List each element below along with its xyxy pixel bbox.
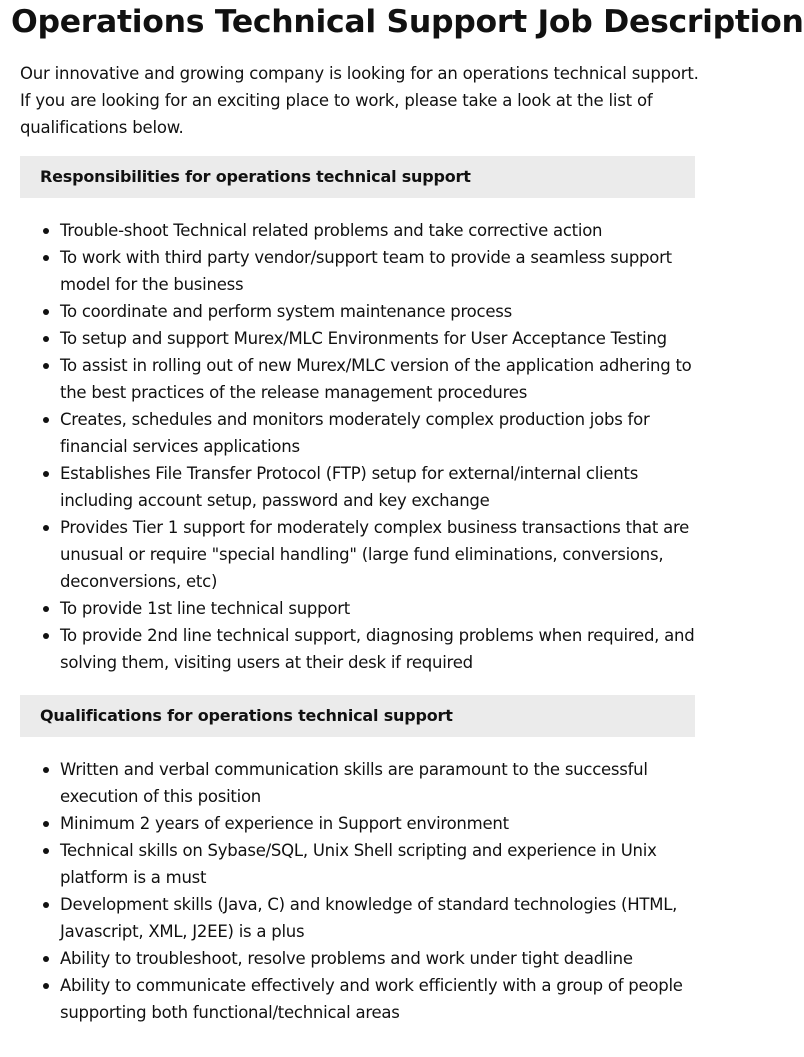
page-title: Operations Technical Support Job Description: [11, 4, 804, 40]
list-item: To work with third party vendor/support team to provide a seamless support model for the business: [60, 244, 695, 298]
list-item: Ability to troubleshoot, resolve problems and work under tight deadline: [60, 945, 695, 972]
responsibilities-list: [20, 217, 695, 676]
list-item: Development skills (Java, C) and knowledge of standard technologies (HTML, Javascript, XML, J2EE) is a plus: [60, 891, 695, 945]
list-item: To setup and support Murex/MLC Environments for User Acceptance Testing: [60, 325, 695, 352]
qualifications-heading: Qualifications for operations technical support: [20, 695, 695, 737]
list-item: Written and verbal communication skills are paramount to the successful execution of this position: [60, 756, 695, 810]
list-item: Provides Tier 1 support for moderately complex business transactions that are unusual or require "special handling" (large fund eliminations, conversions, deconversions, etc): [60, 514, 695, 595]
list-item: Ability to communicate effectively and work efficiently with a group of people supporting both functional/technical areas: [60, 972, 695, 1026]
list-item: To coordinate and perform system maintenance process: [60, 298, 695, 325]
list-item: Establishes File Transfer Protocol (FTP) setup for external/internal clients including account setup, password and key exchange: [60, 460, 695, 514]
list-item: To assist in rolling out of new Murex/MLC version of the application adhering to the best practices of the release management procedures: [60, 352, 695, 406]
list-item: To provide 1st line technical support: [60, 595, 695, 622]
list-item: To provide 2nd line technical support, diagnosing problems when required, and solving them, visiting users at their desk if required: [60, 622, 695, 676]
intro-paragraph: Our innovative and growing company is looking for an operations technical support. If you are looking for an exciting place to work, please take a look at the list of qualifications below.: [20, 64, 699, 137]
responsibilities-heading: Responsibilities for operations technical support: [20, 156, 695, 198]
list-item: Creates, schedules and monitors moderately complex production jobs for financial services applications: [60, 406, 695, 460]
qualifications-list: [20, 756, 695, 1026]
list-item: Trouble-shoot Technical related problems and take corrective action: [60, 217, 695, 244]
list-item: Minimum 2 years of experience in Support environment: [60, 810, 695, 837]
list-item: Technical skills on Sybase/SQL, Unix Shell scripting and experience in Unix platform is a must: [60, 837, 695, 891]
